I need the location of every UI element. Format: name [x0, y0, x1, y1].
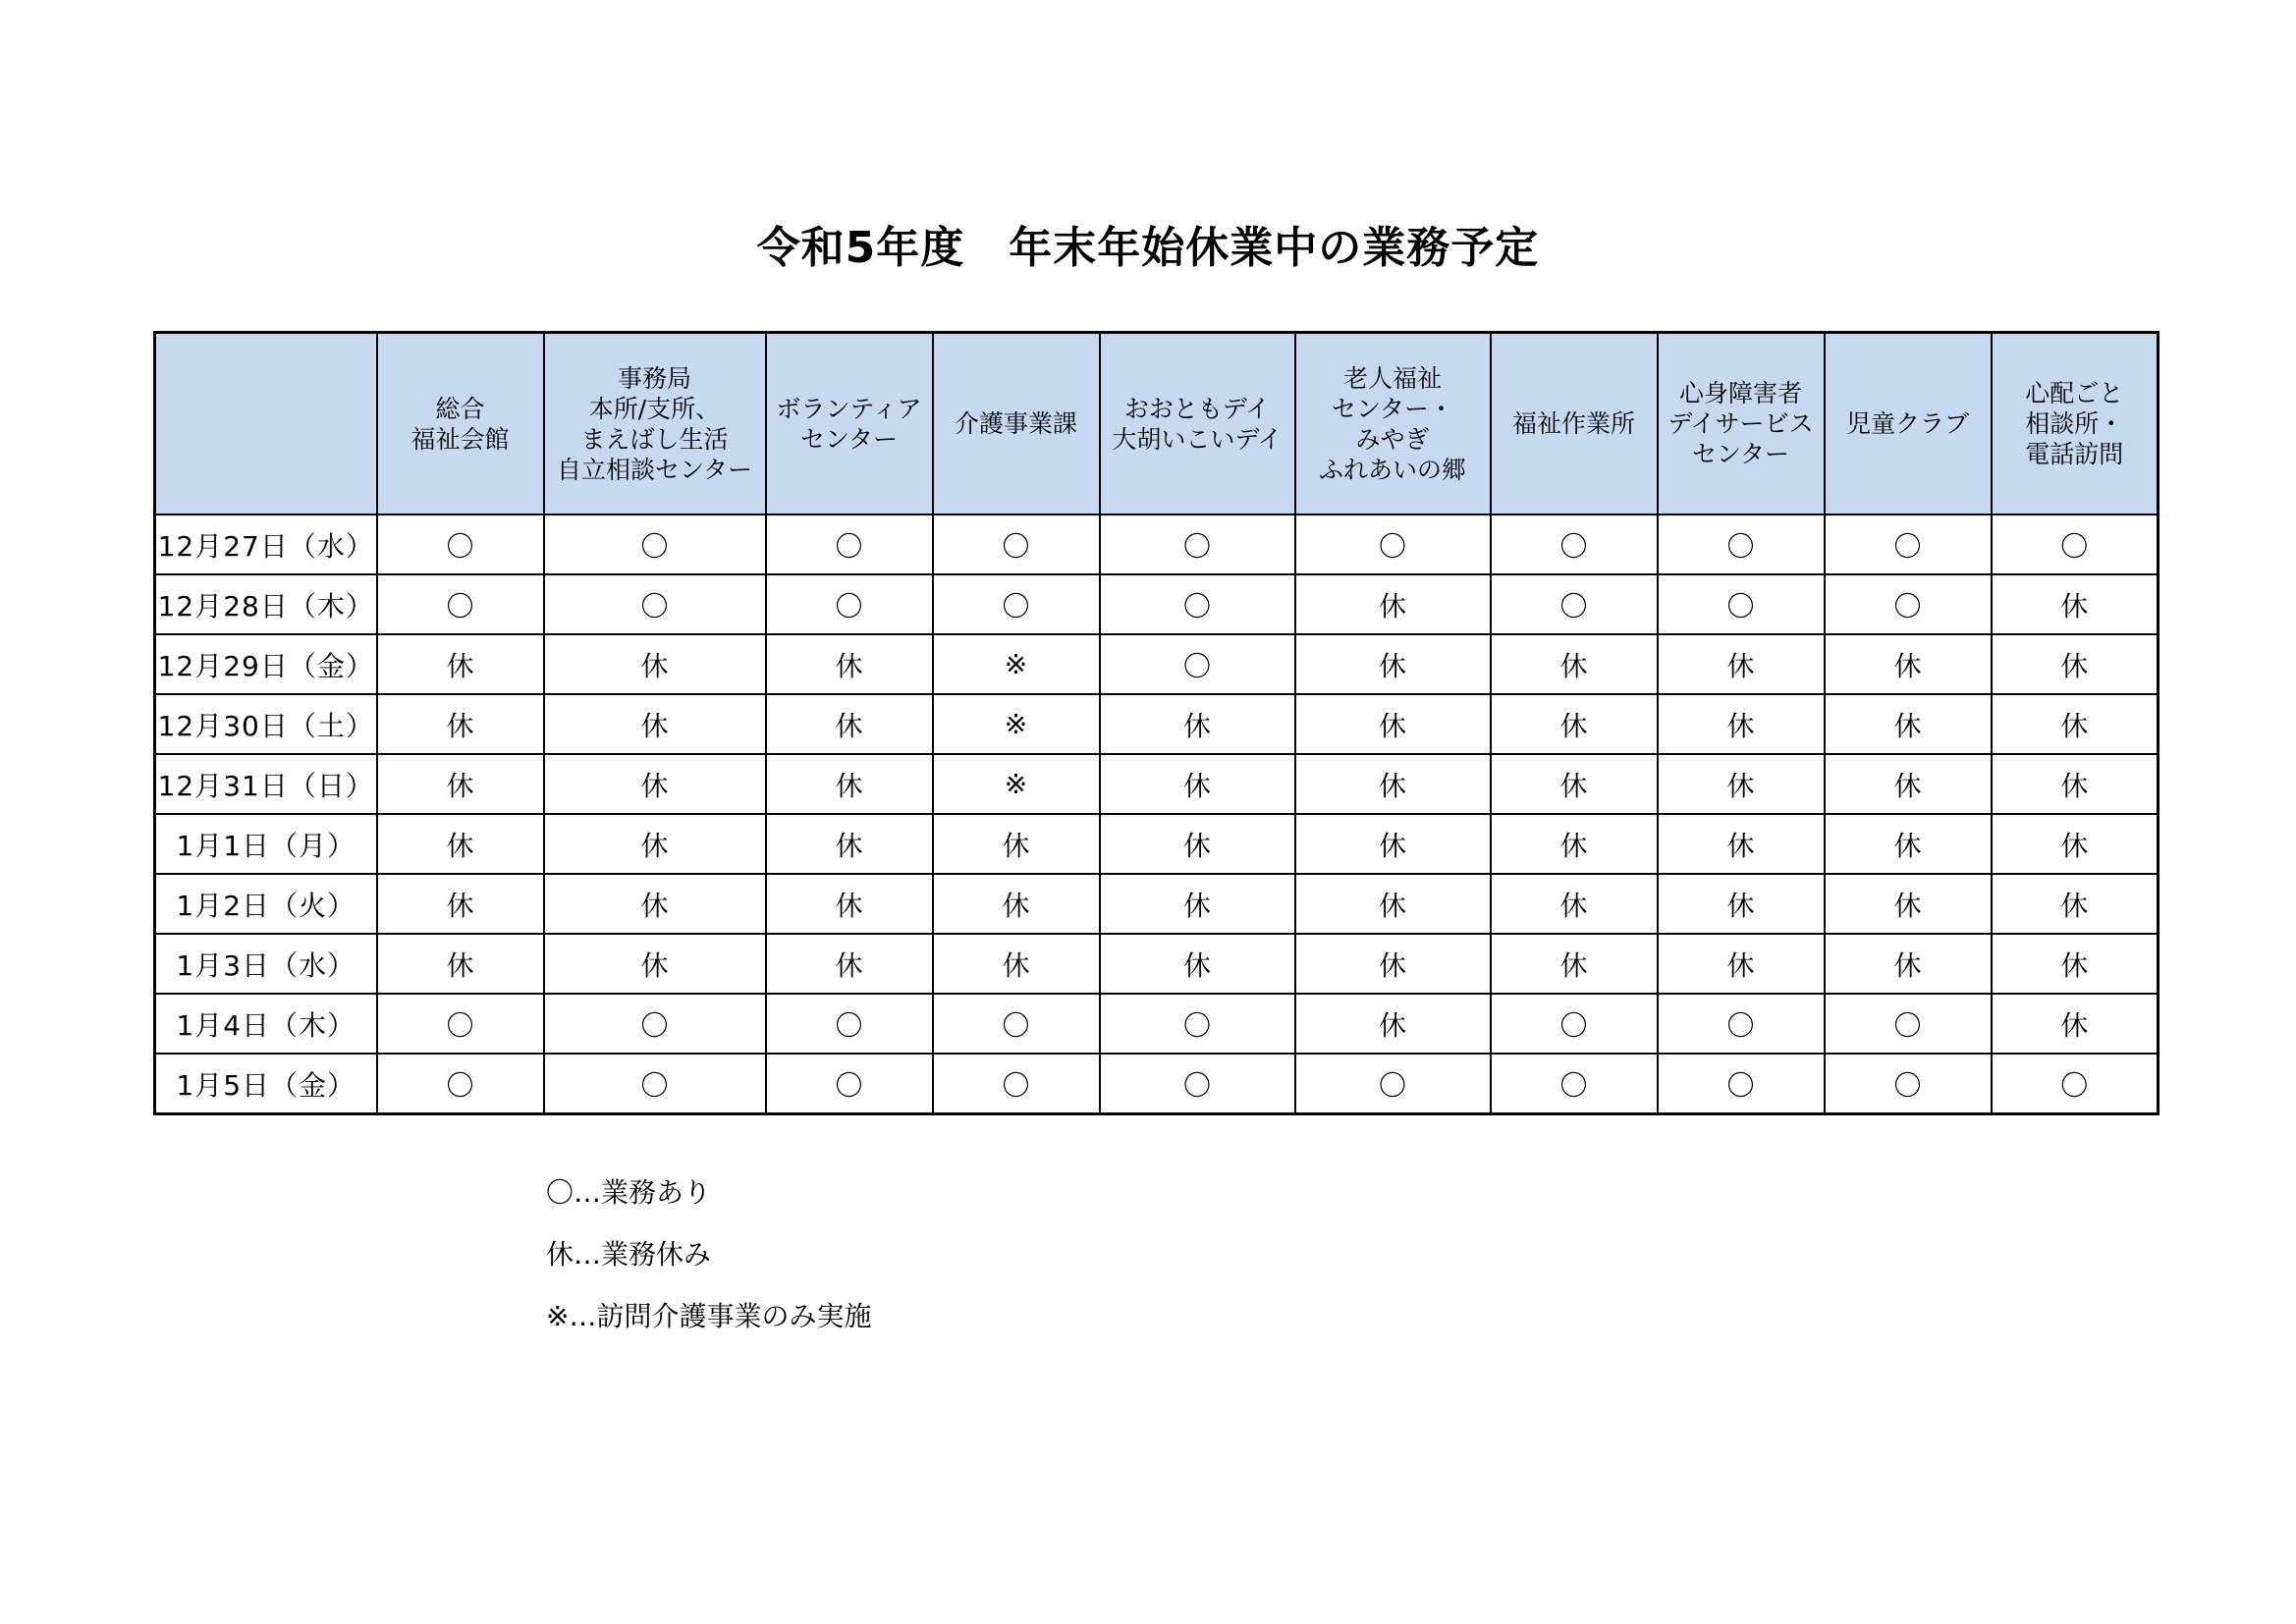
date-cell: 12月29日（金） — [155, 634, 377, 694]
status-cell: 休 — [544, 754, 766, 814]
status-cell: 〇 — [544, 1054, 766, 1114]
status-cell: 休 — [544, 874, 766, 934]
status-cell: 休 — [1491, 634, 1658, 694]
status-cell: 〇 — [1825, 574, 1992, 634]
status-cell: 〇 — [766, 994, 933, 1054]
column-header-line: 自立相談センター — [556, 455, 752, 484]
date-cell: 12月27日（水） — [155, 514, 377, 574]
column-header-line: ボランティア — [776, 394, 922, 423]
status-cell: 休 — [1992, 634, 2159, 694]
table-row — [155, 874, 2159, 934]
status-cell: 〇 — [544, 994, 766, 1054]
column-header-line: 老人福祉 — [1342, 363, 1442, 393]
legend-item-home-care-only: ※…訪問介護事業のみ実施 — [546, 1300, 872, 1332]
status-cell: 休 — [1992, 874, 2159, 934]
column-header-6 — [1491, 333, 1658, 515]
status-cell: 〇 — [1658, 574, 1825, 634]
column-header-line: 心配ごと — [2025, 379, 2124, 407]
date-cell: 12月31日（日） — [155, 754, 377, 814]
table-row — [155, 574, 2159, 634]
status-cell: 休 — [1295, 874, 1491, 934]
table-row — [155, 1054, 2159, 1114]
status-cell: 〇 — [1295, 1054, 1491, 1114]
status-cell: 休 — [1491, 874, 1658, 934]
column-header-8 — [1825, 333, 1992, 515]
status-cell: 休 — [766, 814, 933, 874]
status-cell: 〇 — [1100, 1054, 1295, 1114]
status-cell: 休 — [1295, 574, 1491, 634]
header-row — [155, 333, 2159, 515]
status-cell: 休 — [1992, 574, 2159, 634]
column-header-line: おおともデイ — [1123, 394, 1271, 423]
date-cell: 1月3日（水） — [155, 934, 377, 994]
column-header-5 — [1295, 333, 1491, 515]
legend-item-operating: 〇…業務あり — [546, 1176, 712, 1209]
status-cell: 〇 — [544, 514, 766, 574]
status-cell: 休 — [1658, 694, 1825, 754]
status-cell: 〇 — [1491, 1054, 1658, 1114]
status-cell: ※ — [933, 694, 1100, 754]
status-cell: 休 — [1295, 634, 1491, 694]
status-cell: 〇 — [766, 574, 933, 634]
table-row — [155, 694, 2159, 754]
column-header-2 — [766, 333, 933, 515]
status-cell: 休 — [377, 754, 544, 814]
column-header-line: ふれあいの郷 — [1318, 455, 1466, 484]
status-cell: 〇 — [377, 514, 544, 574]
status-cell: 休 — [1825, 874, 1992, 934]
column-header-3 — [933, 333, 1100, 515]
table-row — [155, 634, 2159, 694]
status-cell: 休 — [1825, 634, 1992, 694]
date-cell: 1月1日（月） — [155, 814, 377, 874]
date-cell: 12月30日（土） — [155, 694, 377, 754]
status-cell: 休 — [1295, 814, 1491, 874]
table-row — [155, 994, 2159, 1054]
status-cell: 休 — [1295, 934, 1491, 994]
column-header-line: センター・ — [1331, 394, 1453, 423]
status-cell: 休 — [1295, 694, 1491, 754]
status-cell: 休 — [377, 874, 544, 934]
column-header-line: 心身障害者 — [1678, 379, 1802, 407]
status-cell: 休 — [1658, 934, 1825, 994]
legend-item-closed: 休…業務休み — [546, 1238, 712, 1271]
status-cell: 休 — [766, 754, 933, 814]
status-cell: 休 — [1491, 754, 1658, 814]
column-header-line: センター — [799, 424, 898, 454]
status-cell: 休 — [1658, 874, 1825, 934]
status-cell: 休 — [1825, 814, 1992, 874]
status-cell: 休 — [1992, 934, 2159, 994]
status-cell: 〇 — [933, 574, 1100, 634]
status-cell: 〇 — [1992, 514, 2159, 574]
status-cell: 〇 — [933, 994, 1100, 1054]
date-cell: 1月5日（金） — [155, 1054, 377, 1114]
status-cell: 〇 — [1491, 514, 1658, 574]
column-header-line: 事務局 — [617, 363, 691, 393]
date-cell: 1月4日（木） — [155, 994, 377, 1054]
status-cell: 休 — [766, 934, 933, 994]
status-cell: 〇 — [933, 514, 1100, 574]
status-cell: 休 — [1992, 814, 2159, 874]
status-cell: 休 — [933, 814, 1100, 874]
status-cell: 〇 — [1295, 514, 1491, 574]
status-cell: 休 — [1295, 994, 1491, 1054]
status-cell: 〇 — [1100, 634, 1295, 694]
column-header-line: 大胡いこいデイ — [1112, 424, 1283, 454]
status-cell: ※ — [933, 754, 1100, 814]
status-cell: 休 — [1658, 814, 1825, 874]
date-cell: 1月2日（火） — [155, 874, 377, 934]
status-cell: 休 — [1100, 814, 1295, 874]
status-cell: 〇 — [1825, 994, 1992, 1054]
column-header-line: 福祉会館 — [410, 424, 510, 454]
status-cell: 〇 — [544, 574, 766, 634]
column-header-line: みやぎ — [1355, 424, 1430, 454]
column-header-0 — [377, 333, 544, 515]
status-cell: 〇 — [1100, 994, 1295, 1054]
table-row — [155, 514, 2159, 574]
status-cell: 〇 — [933, 1054, 1100, 1114]
status-cell: 休 — [544, 694, 766, 754]
status-cell: 休 — [1992, 694, 2159, 754]
page-title: 令和5年度 年末年始休業中の業務予定 — [756, 223, 1540, 273]
status-cell: 休 — [377, 634, 544, 694]
status-cell: 休 — [544, 814, 766, 874]
column-header-line: 電話訪問 — [2025, 440, 2124, 468]
status-cell: 〇 — [1491, 994, 1658, 1054]
status-cell: 休 — [933, 934, 1100, 994]
column-header-1 — [544, 333, 766, 515]
table-row — [155, 814, 2159, 874]
status-cell: 休 — [544, 634, 766, 694]
status-cell: 休 — [1491, 814, 1658, 874]
schedule-table — [153, 331, 2159, 1115]
status-cell: 休 — [1825, 754, 1992, 814]
column-header-line: まえばし生活 — [580, 424, 729, 454]
status-cell: 休 — [377, 934, 544, 994]
status-cell: 〇 — [1100, 514, 1295, 574]
status-cell: 休 — [1658, 754, 1825, 814]
status-cell: 休 — [1295, 754, 1491, 814]
status-cell: 休 — [766, 634, 933, 694]
column-header-line: センター — [1691, 440, 1789, 468]
status-cell: 休 — [1825, 934, 1992, 994]
status-cell: 〇 — [1658, 1054, 1825, 1114]
status-cell: 〇 — [377, 994, 544, 1054]
status-cell: 休 — [1100, 934, 1295, 994]
column-header-line: 介護事業課 — [954, 409, 1077, 438]
corner-header-cell — [155, 333, 377, 515]
status-cell: 〇 — [1491, 574, 1658, 634]
status-cell: 休 — [1658, 634, 1825, 694]
table-row — [155, 754, 2159, 814]
status-cell: 〇 — [377, 1054, 544, 1114]
status-cell: ※ — [933, 634, 1100, 694]
status-cell: 休 — [1491, 694, 1658, 754]
status-cell: 休 — [1100, 694, 1295, 754]
status-cell: 休 — [544, 934, 766, 994]
column-header-line: 総合 — [435, 394, 485, 423]
status-cell: 休 — [1992, 994, 2159, 1054]
status-cell: 〇 — [1825, 1054, 1992, 1114]
column-header-line: 相談所・ — [2025, 409, 2124, 438]
status-cell: 休 — [1100, 754, 1295, 814]
date-cell: 12月28日（木） — [155, 574, 377, 634]
column-header-line: デイサービス — [1667, 409, 1814, 438]
status-cell: 〇 — [766, 514, 933, 574]
status-cell: 休 — [377, 694, 544, 754]
status-cell: 〇 — [1992, 1054, 2159, 1114]
status-cell: 休 — [1491, 934, 1658, 994]
status-cell: 〇 — [766, 1054, 933, 1114]
status-cell: 休 — [377, 814, 544, 874]
column-header-7 — [1658, 333, 1825, 515]
status-cell: 休 — [1100, 874, 1295, 934]
status-cell: 休 — [766, 874, 933, 934]
column-header-line: 福祉作業所 — [1511, 409, 1635, 438]
status-cell: 休 — [1992, 754, 2159, 814]
legend — [546, 1176, 871, 1362]
status-cell: 〇 — [377, 574, 544, 634]
status-cell: 〇 — [1658, 514, 1825, 574]
status-cell: 〇 — [1100, 574, 1295, 634]
status-cell: 休 — [933, 874, 1100, 934]
status-cell: 〇 — [1658, 994, 1825, 1054]
status-cell: 休 — [766, 694, 933, 754]
table-row — [155, 934, 2159, 994]
column-header-4 — [1100, 333, 1295, 515]
status-cell: 〇 — [1825, 514, 1992, 574]
column-header-line: 本所/支所、 — [588, 394, 721, 423]
status-cell: 休 — [1825, 694, 1992, 754]
column-header-line: 児童クラブ — [1845, 409, 1969, 438]
column-header-9 — [1992, 333, 2159, 515]
